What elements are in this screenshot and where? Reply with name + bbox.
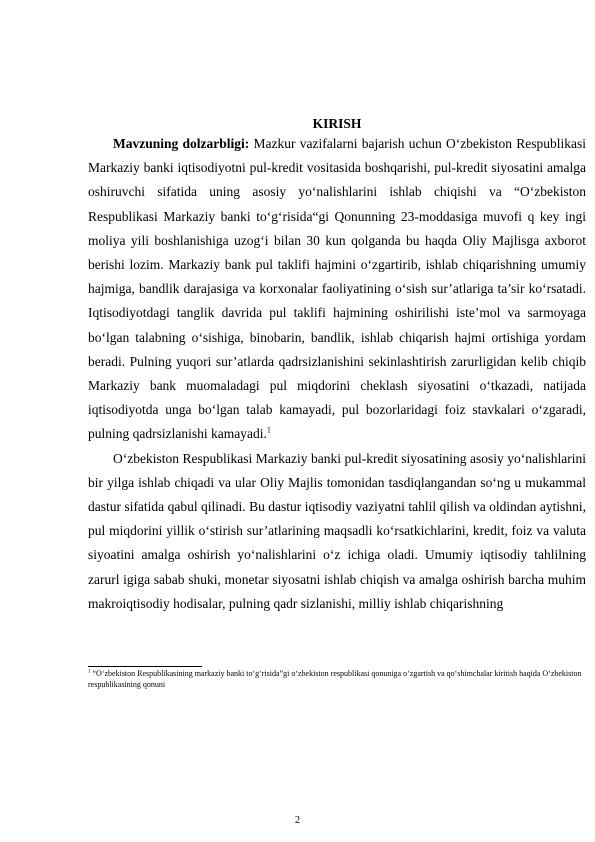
page-number: 2 [294,815,301,826]
footnote-text: “O‘zbekiston Respublikasining markaziy banki to‘g‘risida”gi o‘zbekiston respublikasi qonuniga o‘zgartish va qo‘shimchalar kiritish haqida O‘zbekiston respublikasining qonuni [88,669,582,689]
footnote-mark: 1 [88,669,91,675]
body-text [88,132,586,616]
paragraph-policy [88,447,586,616]
paragraph-1-text: Mazkur vazifalarni bajarish uchun O‘zbekiston Respublikasi Markaziy banki iqtisodiyotni pul-kredit vositasida boshqarishi, pul-kredit siyosatini amalga oshiruvchi sifatida uning asosiy yo‘nalishlarini ishlab chiqishi va “O‘zbekiston Respublikasi Markaziy banki to‘g‘risida“gi Qonunning 23-moddasiga muvofi q key ingi moliya yili boshlanishiga uzog‘i bilan 30 kun qolganda bu haqda Oliy Majlisga axborot berishi lozim. Markaziy bank pul taklifi hajmini o‘zgartirib, ishlab chiqarishning umumiy hajmiga, bandlik darajasiga va korxonalar faoliyatining o‘sish sur’atlariga ta’sir ko‘rsatadi. Iqtisodiyotdagi tanglik davrida pul taklifi hajmining oshirilishi iste’mol va sarmoyaga bo‘lgan talabning o‘sishiga, binobarin, bandlik, ishlab chiqarish hajmi ortishiga yordam beradi. Pulning yuqori sur’atlarda qadrsizlanishini sekinlashtirish zarurligidan kelib chiqib Markaziy bank muomaladagi pul miqdorini cheklash siyosatini o‘tkazadi, natijada iqtisodiyotda unga bo‘lgan talab kamayadi, pul bozorlaridagi foiz stavkalari o‘zgaradi, pulning qadrsizlanishi kamayadi. [88,136,587,442]
footnote-reference[interactable]: 1 [266,425,271,435]
footnote-separator [88,666,202,667]
paragraph-2-text: O‘zbekiston Respublikasi Markaziy banki pul-kredit siyosatining asosiy yo‘nalishlarini bir yilga ishlab chiqadi va ular Oliy Majlis tomonidan tasdiqlangandan so‘ng u mukammal dastur sifatida qabul qilinadi. Bu dastur iqtisodiy vaziyatni tahlil qilish va oldindan aytishni, pul miqdorini yillik o‘stirish sur’atlarining maqsadli ko‘rsatkichlarini, kredit, foiz va valuta siyoatini amalga oshirish yo‘nalishlarini o‘z ichiga oladi. Umumiy iqtisodiy tahlilning zarurl igiga sabab shuki, monetar siyosatni ishlab chiqish va amalga oshirish barcha muhim makroiqtisodiy hodisalar, pulning qadr sizlanishi, milliy ishlab chiqarishning [88,450,586,611]
paragraph-relevance [88,132,586,447]
section-title: KIRISH [312,116,362,131]
relevance-heading: Mavzuning dolzarbligi: [113,136,250,151]
footnote [88,669,586,690]
